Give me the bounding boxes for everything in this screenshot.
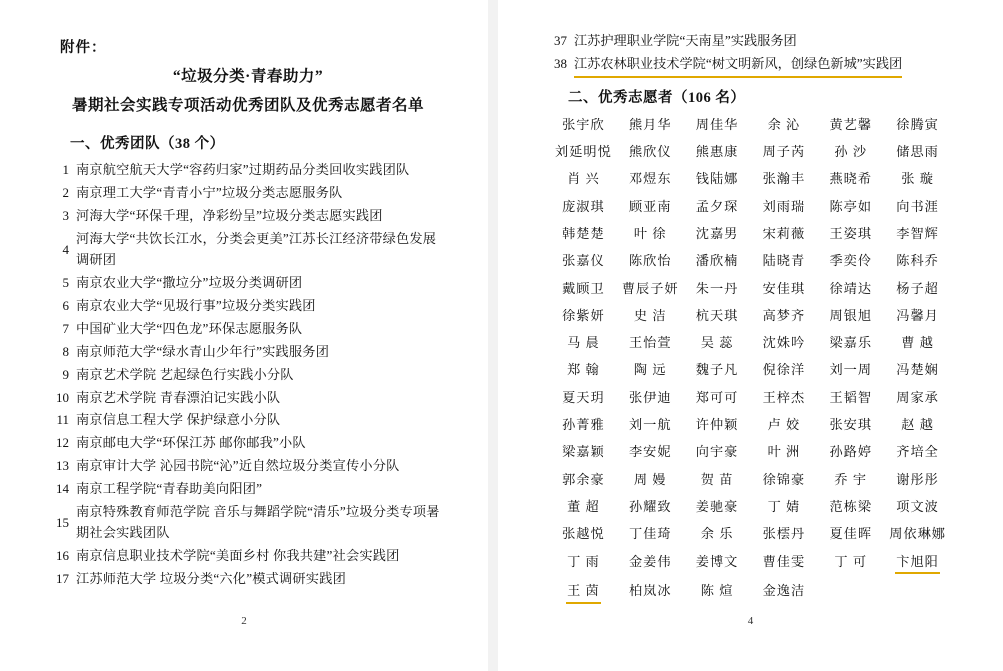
volunteer-name: 陆晓青 xyxy=(762,253,806,269)
volunteer-name: 刘一周 xyxy=(829,362,873,378)
volunteer-name-cell xyxy=(550,279,617,300)
volunteer-name: 季奕伶 xyxy=(829,253,873,269)
volunteer-name: 梁嘉颖 xyxy=(562,444,605,460)
team-item-text xyxy=(574,30,951,51)
volunteer-name: 叶 徐 xyxy=(633,225,667,241)
volunteer-name-cell xyxy=(884,115,951,136)
volunteer-name-cell xyxy=(617,251,684,272)
volunteer-name: 徐锦豪 xyxy=(762,471,806,487)
team-list-continued xyxy=(550,30,951,78)
volunteer-name: 叶 洲 xyxy=(767,444,801,460)
volunteer-name-cell xyxy=(684,197,751,218)
volunteer-name-cell xyxy=(884,442,951,463)
volunteer-name-cell xyxy=(617,470,684,491)
attachment-label: 附件： xyxy=(60,40,107,56)
team-item-text xyxy=(574,53,951,77)
volunteer-name-cell xyxy=(884,169,951,190)
volunteer-name-cell xyxy=(684,497,751,518)
volunteer-name: 张宇欣 xyxy=(562,116,605,132)
team-list xyxy=(52,159,444,589)
volunteer-name: 孙 沙 xyxy=(834,144,868,160)
page-number-left: 2 xyxy=(241,615,247,627)
volunteer-name: 韩楚楚 xyxy=(562,225,605,241)
volunteer-name: 卢 姣 xyxy=(767,417,801,433)
volunteer-name: 邓煜东 xyxy=(628,171,672,187)
team-list-item xyxy=(52,432,444,453)
volunteer-name-cell xyxy=(884,388,951,409)
team-item-number: 14 xyxy=(56,481,69,497)
volunteer-name: 熊月华 xyxy=(628,116,672,132)
volunteer-name-cell xyxy=(617,224,684,245)
team-item-number: 9 xyxy=(62,366,69,382)
volunteer-name: 赵 越 xyxy=(901,417,934,433)
volunteer-name-cell xyxy=(550,169,617,190)
team-item-text: 南京工程学院“青春助美向阳团” xyxy=(76,481,263,497)
document-title-line1: “垃圾分类·青春助力” xyxy=(172,68,324,85)
team-item-number: 15 xyxy=(56,514,69,530)
volunteer-name-cell xyxy=(817,415,884,436)
team-item-text: 南京信息工程大学 保护绿意小分队 xyxy=(76,412,281,428)
volunteer-name: 陈 煊 xyxy=(700,582,734,598)
volunteer-name-cell xyxy=(617,497,684,518)
volunteer-name-cell xyxy=(751,251,818,272)
volunteer-name: 乔 宇 xyxy=(834,471,868,487)
volunteer-name: 徐腾寅 xyxy=(896,116,939,132)
volunteer-name-cell xyxy=(550,415,617,436)
volunteer-name-cell xyxy=(884,224,951,245)
volunteer-name-cell xyxy=(684,388,751,409)
volunteer-name: 陈欣怡 xyxy=(628,253,672,269)
volunteer-name: 王梓杰 xyxy=(762,389,806,405)
volunteer-name-cell xyxy=(817,115,884,136)
volunteer-name-cell xyxy=(817,470,884,491)
volunteer-name-cell xyxy=(550,442,617,463)
team-list-item xyxy=(52,455,444,476)
team-item-number: 1 xyxy=(62,162,69,178)
volunteer-name: 姜博文 xyxy=(695,553,739,569)
team-item-number: 11 xyxy=(56,412,69,428)
volunteer-name-cell xyxy=(550,224,617,245)
volunteer-name-cell xyxy=(884,279,951,300)
volunteer-name: 柏岚冰 xyxy=(628,582,672,598)
volunteer-name: 张嘉仪 xyxy=(562,253,605,269)
volunteer-name-cell xyxy=(884,333,951,354)
volunteer-name: 刘延明悦 xyxy=(555,144,612,160)
team-item-number: 4 xyxy=(62,241,69,257)
volunteer-name-cell xyxy=(550,115,617,136)
volunteer-name-cell xyxy=(617,197,684,218)
volunteer-name: 丁 雨 xyxy=(567,553,600,569)
volunteer-name: 周银旭 xyxy=(829,307,873,323)
volunteer-name-cell xyxy=(684,442,751,463)
volunteer-name-cell xyxy=(617,115,684,136)
volunteer-name-cell xyxy=(550,552,617,575)
volunteer-name: 夏佳晖 xyxy=(829,526,873,542)
volunteer-name: 徐靖达 xyxy=(829,280,873,296)
volunteer-name-cell xyxy=(751,415,818,436)
team-item-text: 南京特殊教育师范学院 音乐与舞蹈学院“清乐”垃圾分类专项暑期社会实践团队 xyxy=(76,503,440,541)
volunteer-name-cell xyxy=(617,552,684,575)
volunteer-name-cell xyxy=(884,306,951,327)
team-list-item xyxy=(52,272,444,293)
team-list-item xyxy=(52,341,444,362)
volunteer-name-cell xyxy=(884,142,951,163)
volunteer-name: 范栋梁 xyxy=(829,498,873,514)
volunteer-name-cell xyxy=(817,142,884,163)
volunteer-name: 董 超 xyxy=(567,498,600,514)
volunteer-name: 吴 蕊 xyxy=(700,335,734,351)
volunteer-name-cell xyxy=(817,388,884,409)
volunteer-name-cell xyxy=(817,224,884,245)
volunteer-name: 丁 可 xyxy=(834,553,868,569)
team-item-number: 12 xyxy=(56,435,69,451)
volunteer-name-cell xyxy=(884,360,951,381)
volunteer-name-cell xyxy=(817,497,884,518)
volunteer-name: 倪徐洋 xyxy=(762,362,806,378)
volunteer-name-cell xyxy=(884,415,951,436)
volunteer-name-cell xyxy=(751,115,818,136)
volunteer-name-cell xyxy=(684,581,751,604)
volunteer-name-cell xyxy=(684,552,751,575)
team-item-text: 南京艺术学院 艺起绿色行实践小分队 xyxy=(76,366,294,382)
plain-text: 江苏护理职业学院“天南星”实践服务团 xyxy=(574,33,797,48)
volunteer-name: 陈亭如 xyxy=(829,198,873,214)
volunteer-name: 郭余豪 xyxy=(562,471,605,487)
team-list-item xyxy=(52,387,444,408)
team-list-item xyxy=(550,53,951,77)
team-item-text: 南京信息职业技术学院“美面乡村 你我共建”社会实践团 xyxy=(76,548,400,564)
volunteer-name-cell xyxy=(751,142,818,163)
volunteer-name: 刘一航 xyxy=(628,417,672,433)
team-item-number: 37 xyxy=(554,33,567,48)
volunteer-name-cell xyxy=(817,442,884,463)
volunteer-name: 孟夕琛 xyxy=(695,198,739,214)
team-list-item xyxy=(52,501,444,544)
volunteer-name: 张橒丹 xyxy=(762,526,806,542)
volunteer-name-cell xyxy=(751,581,818,604)
team-list-item xyxy=(52,568,444,589)
volunteer-name-cell xyxy=(751,333,818,354)
volunteer-name: 齐培全 xyxy=(896,444,939,460)
volunteer-name: 梁嘉乐 xyxy=(829,335,873,351)
volunteer-name-cell xyxy=(751,497,818,518)
volunteer-name-cell xyxy=(751,470,818,491)
volunteer-name: 庞淑琪 xyxy=(562,198,605,214)
volunteer-name-cell xyxy=(550,581,617,604)
volunteer-name: 曹 越 xyxy=(901,335,934,351)
volunteer-name: 周家承 xyxy=(896,389,939,405)
volunteer-name: 余 沁 xyxy=(767,116,801,132)
team-item-number: 13 xyxy=(56,458,69,474)
volunteer-name: 曹辰子妍 xyxy=(621,280,679,296)
volunteer-name: 高梦齐 xyxy=(762,307,806,323)
team-item-number: 5 xyxy=(62,275,69,291)
team-list-item xyxy=(52,159,444,180)
volunteer-name: 马 晨 xyxy=(567,335,600,351)
team-list-item xyxy=(52,478,444,499)
volunteer-name-cell xyxy=(817,306,884,327)
volunteer-name: 陶 远 xyxy=(633,362,667,378)
volunteer-name: 宋莉薇 xyxy=(762,225,806,241)
volunteer-name-cell xyxy=(617,415,684,436)
volunteer-name-cell xyxy=(684,251,751,272)
team-list-item xyxy=(52,318,444,339)
team-item-text: 南京邮电大学“环保江苏 邮你邮我”小队 xyxy=(76,435,306,451)
team-item-text: 河海大学“环保千理，净彩纷呈”垃圾分类志愿实践团 xyxy=(76,208,383,224)
volunteer-name: 周 嫚 xyxy=(633,471,667,487)
volunteer-name: 杨子超 xyxy=(896,280,939,296)
volunteer-name: 项文波 xyxy=(896,498,939,514)
volunteer-name-cell xyxy=(550,497,617,518)
volunteer-name: 史 洁 xyxy=(633,307,667,323)
volunteer-name-cell xyxy=(617,360,684,381)
volunteer-name: 黄艺馨 xyxy=(829,116,873,132)
volunteer-name-cell xyxy=(751,388,818,409)
volunteer-name: 张越悦 xyxy=(562,526,605,542)
volunteer-name-cell xyxy=(817,524,884,545)
volunteer-name: 谢彤彤 xyxy=(896,471,939,487)
volunteer-name-cell xyxy=(684,115,751,136)
volunteer-name-cell xyxy=(550,197,617,218)
volunteer-name-cell xyxy=(884,251,951,272)
volunteer-name: 刘雨瑞 xyxy=(762,198,806,214)
volunteer-name-cell xyxy=(884,524,951,545)
volunteer-name: 冯楚娴 xyxy=(896,362,939,378)
team-item-number: 8 xyxy=(62,343,69,359)
volunteer-name-cell xyxy=(550,306,617,327)
team-item-number: 7 xyxy=(62,320,69,336)
volunteer-name: 向书涯 xyxy=(896,198,939,214)
team-item-number: 17 xyxy=(56,571,69,587)
volunteer-name-cell xyxy=(751,224,818,245)
volunteer-name: 李安妮 xyxy=(628,444,672,460)
volunteer-name-cell xyxy=(550,470,617,491)
volunteer-name-cell xyxy=(550,333,617,354)
volunteer-name: 戴顾卫 xyxy=(562,280,605,296)
volunteer-name: 潘欣楠 xyxy=(695,253,739,269)
page-left xyxy=(0,0,488,671)
volunteer-name: 卞旭阳 xyxy=(895,552,940,575)
team-list-item xyxy=(52,205,444,226)
volunteer-name-cell xyxy=(884,552,951,575)
volunteer-name-cell xyxy=(884,497,951,518)
volunteer-name-cell xyxy=(684,470,751,491)
volunteer-name-cell xyxy=(684,415,751,436)
volunteer-name: 张 璇 xyxy=(901,171,934,187)
volunteer-name-cell xyxy=(751,306,818,327)
volunteer-name-cell xyxy=(817,169,884,190)
volunteer-name: 周子芮 xyxy=(762,144,806,160)
volunteer-name-cell xyxy=(684,333,751,354)
volunteer-name: 许仲颖 xyxy=(695,417,739,433)
volunteer-name-cell xyxy=(684,360,751,381)
volunteer-name-cell xyxy=(884,197,951,218)
volunteer-name-cell xyxy=(550,142,617,163)
volunteer-name: 储思雨 xyxy=(896,144,939,160)
document-title-line2: 暑期社会实践专项活动优秀团队及优秀志愿者名单 xyxy=(71,96,424,114)
team-item-text: 南京艺术学院 青春漂泊记实践小队 xyxy=(76,389,281,405)
volunteer-name-cell xyxy=(751,197,818,218)
team-list-item xyxy=(52,182,444,203)
volunteer-name-cell xyxy=(684,279,751,300)
section-heading-volunteers: 二、优秀志愿者（106 名） xyxy=(568,89,746,106)
volunteer-name: 李智辉 xyxy=(896,225,939,241)
team-item-text: 南京理工大学“青青小宁”垃圾分类志愿服务队 xyxy=(76,185,343,201)
volunteer-name-cell xyxy=(817,279,884,300)
volunteer-name-cell xyxy=(617,169,684,190)
team-list-item xyxy=(52,545,444,566)
volunteer-name: 姜驰豪 xyxy=(695,498,739,514)
team-item-text: 河海大学“共饮长江水，分类会更美”江苏长江经济带绿色发展调研团 xyxy=(76,230,437,268)
volunteer-name: 金逸洁 xyxy=(762,582,806,598)
team-item-text: 江苏师范大学 垃圾分类“六化”模式调研实践团 xyxy=(76,571,346,587)
volunteer-name: 魏子凡 xyxy=(695,362,739,378)
team-item-number: 3 xyxy=(62,208,69,224)
volunteer-name: 熊欣仪 xyxy=(628,144,672,160)
team-item-text: 南京审计大学 沁园书院“沁”近自然垃圾分类宣传小分队 xyxy=(76,458,400,474)
volunteer-name: 丁佳琦 xyxy=(628,526,672,542)
volunteer-name: 顾亚南 xyxy=(628,198,672,214)
team-item-number: 38 xyxy=(554,56,567,72)
volunteer-name: 沈嘉男 xyxy=(695,225,739,241)
volunteer-name: 王怡萱 xyxy=(628,335,672,351)
volunteer-name: 向宇豪 xyxy=(695,444,739,460)
volunteer-name-cell xyxy=(550,388,617,409)
team-item-number: 6 xyxy=(62,298,69,314)
volunteer-name: 杭天琪 xyxy=(695,307,739,323)
volunteer-name-cell xyxy=(751,552,818,575)
volunteer-name: 周依琳娜 xyxy=(889,526,946,542)
volunteer-name-cell xyxy=(550,360,617,381)
volunteer-name-cell xyxy=(751,360,818,381)
volunteer-name-cell xyxy=(617,581,684,604)
volunteer-name: 贺 苗 xyxy=(700,471,734,487)
team-item-number: 2 xyxy=(62,185,69,201)
highlighted-text: 江苏农林职业技术学院“树文明新风，创绿色新城”实践团 xyxy=(574,53,902,77)
volunteer-name-cell xyxy=(684,306,751,327)
volunteer-name: 陈科乔 xyxy=(896,253,939,269)
volunteer-name-cell xyxy=(751,524,818,545)
volunteer-name: 孙菁雅 xyxy=(562,417,605,433)
volunteer-name: 孙路婷 xyxy=(829,444,873,460)
team-list-item xyxy=(52,409,444,430)
volunteer-name: 王韬智 xyxy=(829,389,873,405)
volunteer-name-cell xyxy=(751,169,818,190)
volunteer-name: 张安琪 xyxy=(829,417,873,433)
volunteer-name-cell xyxy=(617,442,684,463)
volunteer-name: 钱陆娜 xyxy=(695,171,739,187)
page-right xyxy=(498,0,1003,671)
volunteer-name: 张伊迪 xyxy=(628,389,672,405)
volunteer-name: 冯馨月 xyxy=(896,307,939,323)
volunteer-name-cell xyxy=(617,388,684,409)
team-item-text: 南京师范大学“绿水青山少年行”实践服务团 xyxy=(76,343,330,359)
volunteer-name: 丁 婧 xyxy=(767,498,801,514)
volunteer-name-cell xyxy=(550,524,617,545)
volunteer-name: 朱一丹 xyxy=(695,280,739,296)
volunteer-name-cell xyxy=(684,524,751,545)
volunteer-name: 徐紫妍 xyxy=(562,307,605,323)
volunteer-name-cell xyxy=(617,279,684,300)
team-list-item xyxy=(52,228,444,271)
document-title xyxy=(52,63,444,120)
volunteer-grid xyxy=(550,115,951,604)
volunteer-name-cell xyxy=(617,306,684,327)
volunteer-name-cell xyxy=(684,169,751,190)
team-item-number: 10 xyxy=(56,389,69,405)
volunteer-name: 王姿琪 xyxy=(829,225,873,241)
volunteer-name: 金姜伟 xyxy=(628,553,672,569)
volunteer-name: 孙耀致 xyxy=(628,498,672,514)
volunteer-name-cell xyxy=(617,333,684,354)
volunteer-name-cell xyxy=(817,333,884,354)
volunteer-name-cell xyxy=(684,224,751,245)
volunteer-name: 郑 翰 xyxy=(567,362,600,378)
volunteer-name: 肖 兴 xyxy=(567,171,600,187)
volunteer-name: 曹佳雯 xyxy=(762,553,806,569)
team-list-item xyxy=(550,30,951,51)
volunteer-name-cell xyxy=(884,470,951,491)
section-heading-teams: 一、优秀团队（38 个） xyxy=(70,136,225,153)
volunteer-name-cell xyxy=(617,142,684,163)
team-list-item xyxy=(52,295,444,316)
team-item-text: 南京农业大学“见圾行事”垃圾分类实践团 xyxy=(76,298,316,314)
volunteer-name-cell xyxy=(751,279,818,300)
volunteer-name: 沈姝吟 xyxy=(762,335,806,351)
team-item-number: 16 xyxy=(56,548,69,564)
team-list-item xyxy=(52,364,444,385)
volunteer-name: 周佳华 xyxy=(695,116,739,132)
team-item-text: 南京农业大学“撒垃分”垃圾分类调研团 xyxy=(76,275,303,291)
volunteer-name-cell xyxy=(817,552,884,575)
volunteer-name: 郑可可 xyxy=(695,389,739,405)
volunteer-name-cell xyxy=(817,360,884,381)
volunteer-name-cell xyxy=(684,142,751,163)
volunteer-name: 熊惠康 xyxy=(695,144,739,160)
volunteer-name: 王 茵 xyxy=(566,581,601,604)
volunteer-name: 余 乐 xyxy=(700,526,734,542)
team-item-text: 南京航空航天大学“容药归家”过期药品分类回收实践团队 xyxy=(76,162,410,178)
volunteer-name: 燕晓希 xyxy=(829,171,873,187)
volunteer-name-cell xyxy=(817,251,884,272)
page-number-right: 4 xyxy=(747,615,754,627)
volunteer-name-cell xyxy=(550,251,617,272)
volunteer-name-cell xyxy=(617,524,684,545)
volunteer-name: 夏天玥 xyxy=(562,389,605,405)
volunteer-name-cell xyxy=(751,442,818,463)
volunteer-name: 张瀚丰 xyxy=(762,171,806,187)
team-item-text: 中国矿业大学“四色龙”环保志愿服务队 xyxy=(76,320,303,336)
volunteer-name-cell xyxy=(817,197,884,218)
volunteer-name: 安佳琪 xyxy=(762,280,806,296)
